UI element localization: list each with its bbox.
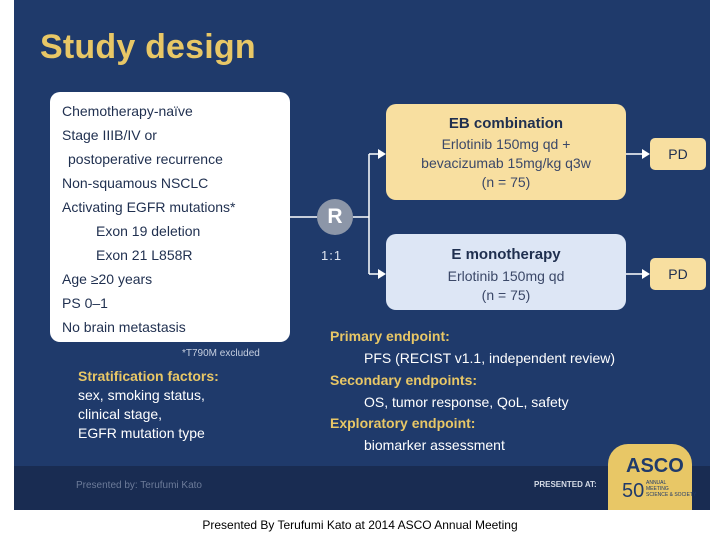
primary-endpoint-heading: Primary endpoint: [330, 328, 450, 344]
stratification-heading: Stratification factors: [78, 368, 219, 384]
stratification-line: sex, smoking status, [78, 387, 205, 403]
randomization-ratio: 1:1 [321, 248, 343, 263]
arm-e-monotherapy-box [386, 234, 626, 310]
footnote: *T790M excluded [182, 348, 260, 359]
arm-line: Erlotinib 150mg qd [447, 268, 565, 284]
arrow-head-icon [642, 269, 650, 279]
criterion: Age ≥20 years [62, 271, 153, 287]
primary-endpoint: PFS (RECIST v1.1, independent review) [364, 350, 616, 366]
arm-title: EB combination [448, 115, 564, 132]
arm-line: (n = 75) [481, 174, 531, 190]
arm-line: Erlotinib 150mg qd + [441, 136, 571, 152]
arm-line: bevacizumab 15mg/kg q3w [421, 155, 591, 171]
arm-eb-combination-box [386, 104, 626, 200]
arm-eb-outcome-pd: PD [650, 138, 706, 170]
criterion: Exon 21 L858R [96, 247, 193, 263]
asco-logo-meeting: ANNUAL MEETING SCIENCE & SOCIETY [646, 480, 697, 498]
arm-line: (n = 75) [481, 287, 531, 303]
criterion: Non-squamous NSCLC [62, 175, 209, 191]
arm-title: E monotherapy [451, 246, 561, 263]
criterion: No brain metastasis [62, 319, 186, 335]
arrow-head-icon [378, 149, 386, 159]
criterion: Activating EGFR mutations* [62, 199, 236, 215]
criterion: postoperative recurrence [68, 151, 223, 167]
stratification-line: EGFR mutation type [78, 425, 205, 441]
criterion: Stage IIIB/IV or [62, 127, 157, 143]
asco-logo-word: ASCO [626, 455, 684, 477]
criterion: Exon 19 deletion [96, 223, 201, 239]
presenter-credit: Presented by: Terufumi Kato [76, 480, 202, 491]
secondary-endpoints-heading: Secondary endpoints: [330, 372, 478, 388]
page-caption: Presented By Terufumi Kato at 2014 ASCO Annual Meeting [202, 518, 518, 532]
randomization-circle: R [317, 199, 353, 235]
asco-logo-number: 50 [622, 480, 645, 502]
arm-e-outcome-pd: PD [650, 258, 706, 290]
slide [14, 0, 710, 510]
criterion: PS 0–1 [62, 295, 108, 311]
presented-at-label: PRESENTED AT: [534, 480, 597, 489]
slide-title: Study design [40, 28, 256, 66]
exploratory-endpoint-heading: Exploratory endpoint: [330, 415, 476, 431]
criterion: Chemotherapy-naïve [62, 103, 193, 119]
secondary-endpoints: OS, tumor response, QoL, safety [364, 394, 569, 410]
arrow-head-icon [642, 149, 650, 159]
exploratory-endpoint: biomarker assessment [364, 437, 505, 453]
stratification-line: clinical stage, [78, 406, 163, 422]
arrow-head-icon [378, 269, 386, 279]
